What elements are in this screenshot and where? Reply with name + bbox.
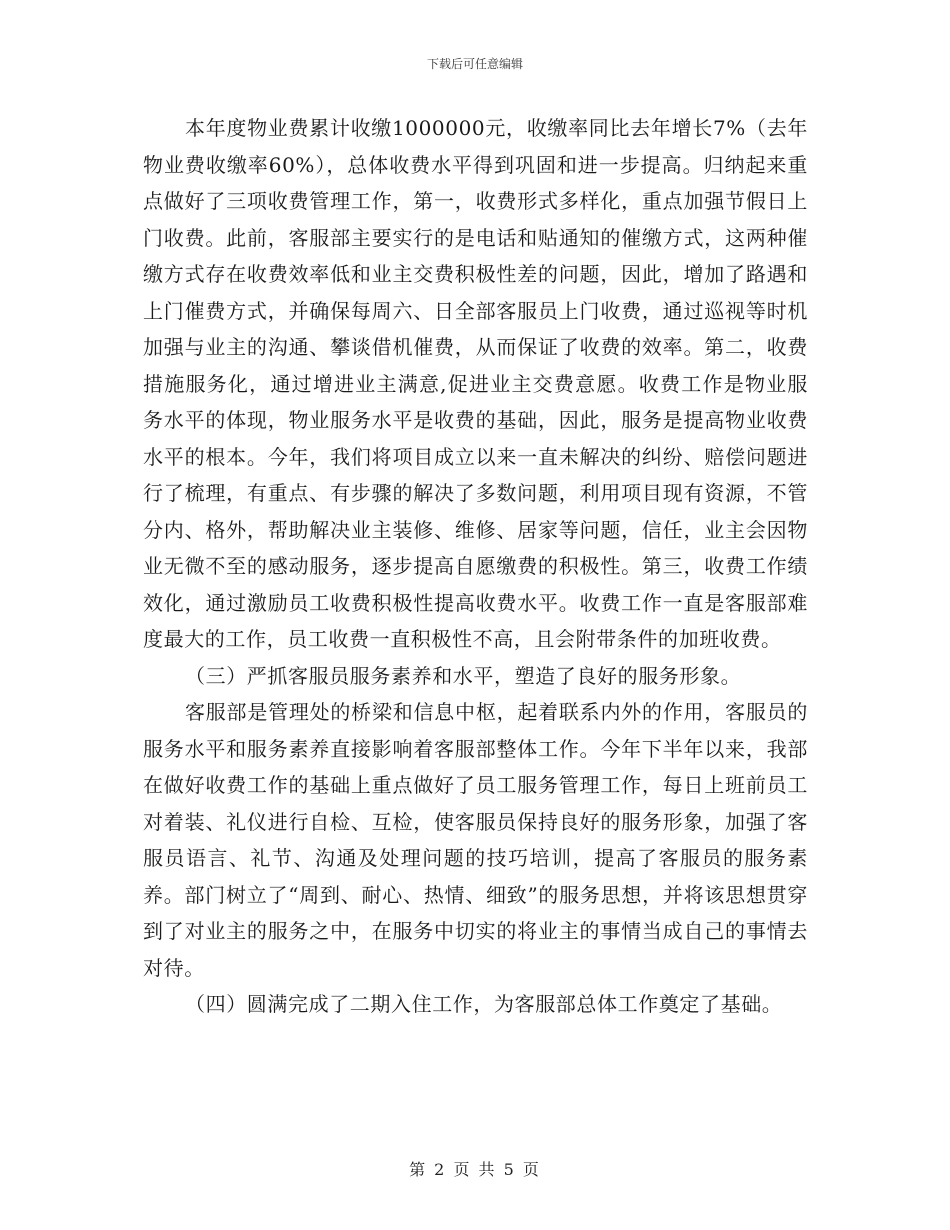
section-heading: （三）严抓客服员服务素养和水平，塑造了良好的服务形象。 — [185, 663, 742, 688]
document-body — [143, 110, 808, 1023]
page-number: 第 2 页 共 5 页 — [409, 1160, 541, 1179]
body-paragraph: 本年度物业费累计收缴1000000元，收缴率同比去年增长7%（去年物业费收缴率60%），总体收费水平得到巩固和进一步提高。归纳起来重点做好了三项收费管理工作，第一，收费形式多样化，重点加强节假日上门收费。此前，客服部主要实行的是电话和贴通知的催缴方式，这两种催缴方式存在收费效率低和业主交费积极性差的问题，因此，增加了路遇和上门催费方式，并确保每周六、日全部客服员上门收费，通过巡视等时机加强与业主的沟通、攀谈借机催费，从而保证了收费的效率。第二，收费措施服务化，通过增进业主满意,促进业主交费意愿。收费工作是物业服务水平的体现，物业服务水平是收费的基础，因此，服务是提高物业收费水平的根本。今年，我们将项目成立以来一直未解决的纠纷、赔偿问题进行了梳理，有重点、有步骤的解决了多数问题，利用项目现有资源，不管分内、格外，帮助解决业主装修、维修、居家等问题，信任，业主会因物业无微不至的感动服务，逐步提高自愿缴费的积极性。第三，收费工作绩效化，通过激励员工收费积极性提高收费水平。收费工作一直是客服部难度最大的工作，员工收费一直积极性不高，且会附带条件的加班收费。 — [143, 116, 808, 651]
section-heading: （四）圆满完成了二期入住工作，为客服部总体工作奠定了基础。 — [185, 992, 783, 1016]
header-note: 下载后可任意编辑 — [426, 57, 523, 71]
body-paragraph: 客服部是管理处的桥梁和信息中枢，起着联系内外的作用，客服员的服务水平和服务素养直接影响着客服部整体工作。今年下半年以来，我部在做好收费工作的基础上重点做好了员工服务管理工作，每日上班前员工对着装、礼仪进行自检、互检，使客服员保持良好的服务形象，加强了客服员语言、礼节、沟通及处理问题的技巧培训，提高了客服员的服务素养。部门树立了“周到、耐心、热情、细致”的服务思想，并将该思想贯穿到了对业主的服务之中，在服务中切实的将业主的事情当成自己的事情去对待。 — [143, 700, 808, 980]
page-footer — [0, 1157, 950, 1180]
